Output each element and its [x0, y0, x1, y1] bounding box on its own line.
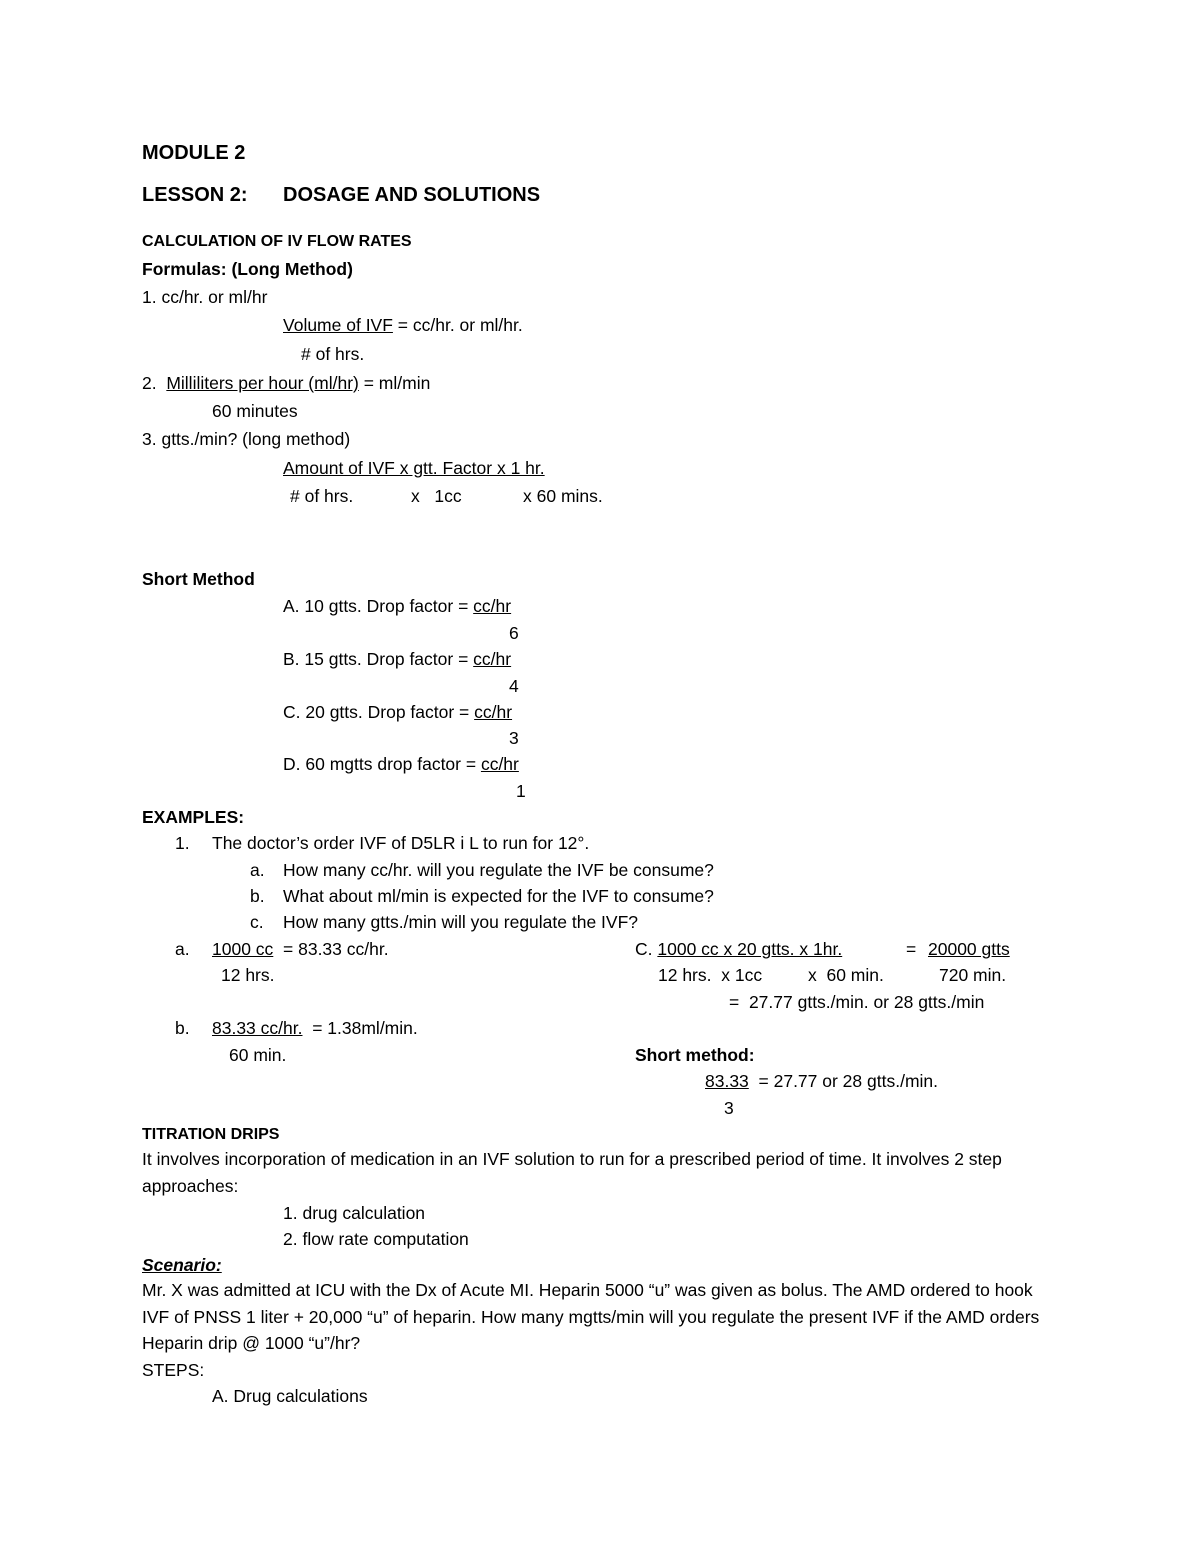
answer-a-num: 1000 cc — [212, 939, 274, 959]
formula1-line — [283, 315, 523, 335]
formula2-numerator: Milliliters per hour (ml/hr) — [166, 373, 359, 393]
examples-label: EXAMPLES: — [142, 807, 245, 827]
lesson-label: LESSON 2: — [142, 184, 248, 206]
short-row-d — [283, 754, 519, 774]
short-row-c-num: cc/hr — [474, 702, 513, 722]
formula2-prefix: 2. — [142, 373, 167, 393]
step-a: A. Drug calculations — [212, 1386, 368, 1406]
short-method2-label: Short method: — [635, 1045, 755, 1065]
section-iv-heading: CALCULATION OF IV FLOW RATES — [142, 233, 412, 250]
answer-c-result-den: 720 min. — [939, 965, 1007, 985]
answer-c-final: = 27.77 gtts./min. or 28 gtts./min — [729, 992, 985, 1012]
answer-b-num: 83.33 cc/hr. — [212, 1018, 303, 1038]
short-row-b-num: cc/hr — [473, 649, 512, 669]
short-row-d-text: D. 60 mgtts drop factor = — [283, 754, 481, 774]
short-row-c-text: C. 20 gtts. Drop factor = — [283, 702, 475, 722]
answer-b-letter: b. — [175, 1018, 190, 1038]
answer-b-line — [212, 1018, 418, 1038]
answer-c-num: 1000 cc x 20 gtts. x 1hr. — [657, 939, 843, 959]
steps-list-item-1: 1. drug calculation — [283, 1203, 426, 1223]
question-b-text: What about ml/min is expected for the IVF to consume? — [283, 886, 714, 906]
answer-a-rhs: = 83.33 cc/hr. — [273, 939, 389, 959]
steps-label: STEPS: — [142, 1360, 205, 1380]
formula2-line — [142, 373, 430, 393]
answer-c-den-b: x 60 min. — [808, 965, 884, 985]
short-method2-den: 3 — [724, 1098, 734, 1118]
answer-a-line — [212, 939, 389, 959]
formula1-title: 1. cc/hr. or ml/hr — [142, 287, 268, 307]
formulas-label: Formulas: (Long Method) — [142, 259, 353, 279]
short-method2-rhs: = 27.77 or 28 gtts./min. — [748, 1071, 938, 1091]
short-row-a-text: A. 10 gtts. Drop factor = — [283, 596, 474, 616]
example1-number: 1. — [175, 833, 190, 853]
scenario-paragraph: Mr. X was admitted at ICU with the Dx of Acute MI. Heparin 5000 “u” was given as bolus. The AMD ordered to hook IVF of PNSS 1 liter + 20,000 “u” of heparin. How many mgtts/min will you regulate the present IVF if the AMD orders Heparin drip @ 1000 “u”/hr? — [142, 1280, 1040, 1353]
question-b-letter: b. — [250, 886, 265, 906]
module-title: MODULE 2 — [142, 142, 246, 164]
answer-c-result-num: 20000 gtts — [928, 939, 1010, 959]
formula3-den-hrs: # of hrs. — [290, 486, 354, 506]
answer-b-den: 60 min. — [229, 1045, 287, 1065]
answer-a-den: 12 hrs. — [221, 965, 275, 985]
short-row-a — [283, 596, 511, 616]
formula1-rhs: = cc/hr. or ml/hr. — [392, 315, 523, 335]
short-row-a-num: cc/hr — [473, 596, 512, 616]
short-row-c — [283, 702, 512, 722]
short-row-b — [283, 649, 511, 669]
steps-list-item-2: 2. flow rate computation — [283, 1229, 469, 1249]
formula3-den-mins: x 60 mins. — [523, 486, 603, 506]
answer-b-rhs: = 1.38ml/min. — [302, 1018, 418, 1038]
formula3-den-cc: x 1cc — [411, 486, 462, 506]
answer-c-den-a: 12 hrs. x 1cc — [658, 965, 763, 985]
scenario-label: Scenario: — [142, 1255, 222, 1275]
formula3-numerator: Amount of IVF x gtt. Factor x 1 hr. — [283, 458, 545, 478]
titration-paragraph: It involves incorporation of medication in an IVF solution to run for a prescribed period of time. It involves 2 step approaches: — [142, 1149, 1002, 1196]
example1-text: The doctor’s order IVF of D5LR i L to run for 12°. — [212, 833, 590, 853]
formula1-denominator: # of hrs. — [301, 344, 365, 364]
question-a-text: How many cc/hr. will you regulate the IVF be consume? — [283, 860, 714, 880]
question-a-letter: a. — [250, 860, 265, 880]
formula1-numerator: Volume of IVF — [283, 315, 393, 335]
formula2-denominator: 60 minutes — [212, 401, 298, 421]
lesson-title: DOSAGE AND SOLUTIONS — [283, 184, 541, 206]
short-row-a-den: 6 — [509, 623, 519, 643]
short-row-d-num: cc/hr — [480, 754, 519, 774]
answer-c-eq: = — [906, 939, 917, 959]
titration-heading: TITRATION DRIPS — [142, 1126, 280, 1143]
formula2-rhs: = ml/min — [358, 373, 431, 393]
short-row-b-den: 4 — [509, 676, 519, 696]
question-c-letter: c. — [250, 912, 264, 932]
short-method2-line — [705, 1071, 938, 1091]
short-row-c-den: 3 — [509, 728, 519, 748]
question-c-text: How many gtts./min will you regulate the IVF? — [283, 912, 639, 932]
short-row-b-text: B. 15 gtts. Drop factor = — [283, 649, 474, 669]
answer-c-line — [635, 939, 842, 959]
short-row-d-den: 1 — [516, 781, 526, 801]
answer-c-prefix: C. — [635, 939, 658, 959]
formula3-title: 3. gtts./min? (long method) — [142, 429, 351, 449]
answer-a-letter: a. — [175, 939, 190, 959]
short-method-label: Short Method — [142, 569, 255, 589]
short-method2-num: 83.33 — [705, 1071, 749, 1091]
